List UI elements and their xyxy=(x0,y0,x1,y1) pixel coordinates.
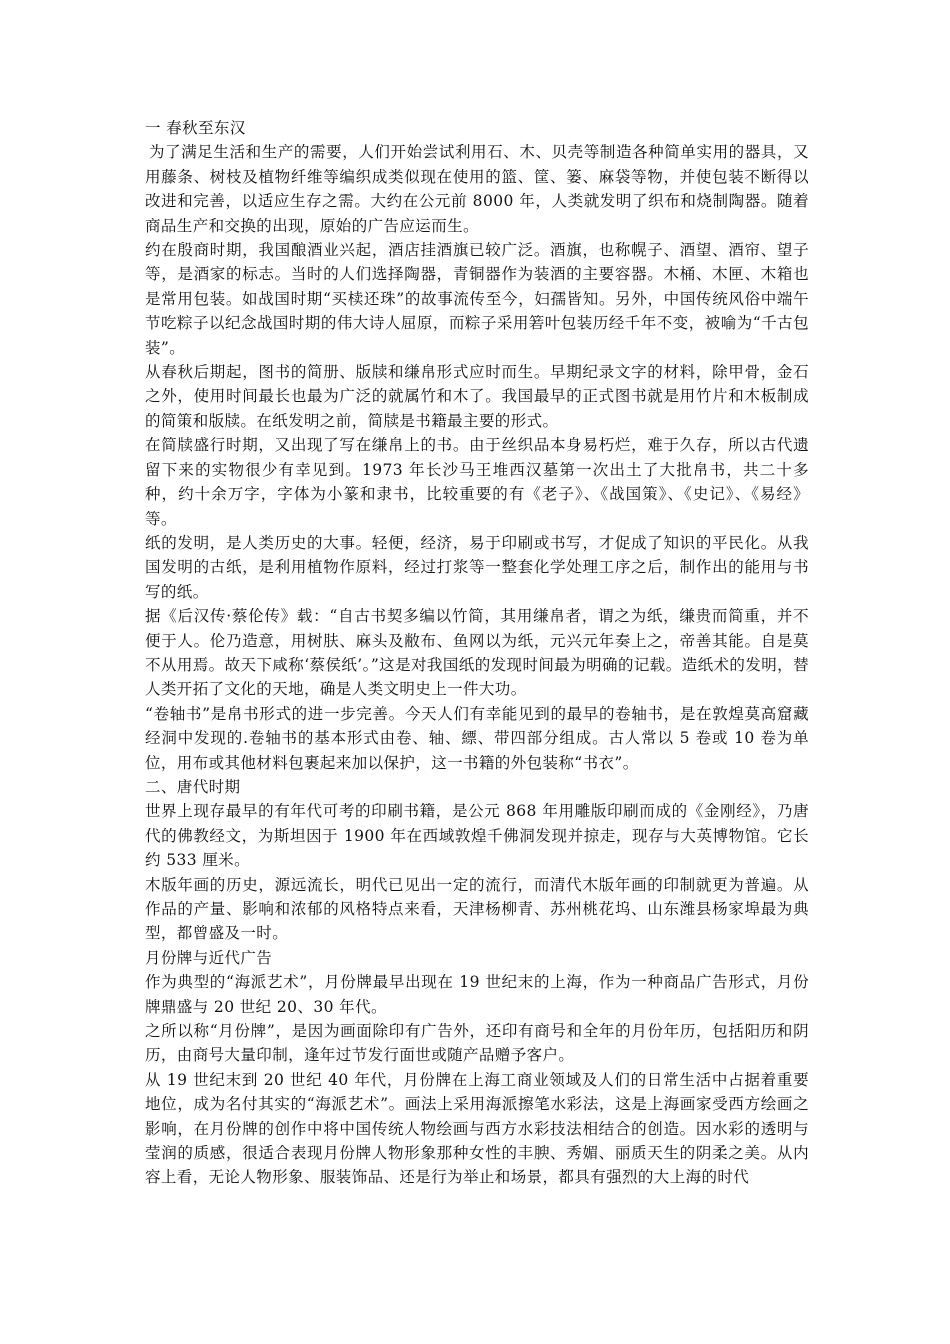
paragraph-diamond-sutra: 世界上现存最早的有年代可考的印刷书籍，是公元 868 年用雕版印刷而成的《金刚经》，乃唐代的佛教经文，为斯坦因于 1900 年在西域敦煌千佛洞发现并掠走，现存与大英博物馆。它长约 533 厘米。 xyxy=(145,802,809,870)
paragraph-woodblock-prints: 木版年画的历史，源远流长，明代已见出一定的流行，而清代木版年画的印制就更为普遍。从作品的产量、影响和浓郁的风格特点来看，天津杨柳青、苏州桃花坞、山东潍县杨家埠最为典型，都曾盛及一时。 xyxy=(145,875,809,943)
paragraph-early-tools: 为了满足生活和生产的需要，人们开始尝试利用石、木、贝壳等制造各种简单实用的器具，又用藤条、树枝及植物纤维等编织成类似现在使用的篮、筐、篓、麻袋等物，并使包装不断得以改进和完善，以适应生存之需。大约在公元前 8000 年，人类就发明了织布和烧制陶器。随着商品生产和交换的出现，原始的广告应运而生。 xyxy=(145,143,809,235)
paragraph-shang-wine: 约在殷商时期，我国酿酒业兴起，酒店挂酒旗已较广泛。酒旗，也称幌子、酒望、酒帘、望子等，是酒家的标志。当时的人们选择陶器，青铜器作为装酒的主要容器。木桶、木匣、木箱也是常用包装。如战国时期“买椟还珠”的故事流传至今，妇孺皆知。另外，中国传统风俗中端午节吃粽子以纪念战国时期的伟大诗人屈原，而粽子采用箬叶包装历经千年不变，被喻为“千古包装”。 xyxy=(145,241,809,357)
section-heading-calendar-posters: 月份牌与近代广告 xyxy=(145,948,273,967)
section-heading-spring-autumn: 一 春秋至东汉 xyxy=(145,119,246,137)
paragraph-calendar-style: 从 19 世纪末到 20 世纪 40 年代，月份牌在上海工商业领域及人们的日常生活中占据着重要地位，成为名付其实的“海派艺术”。画法上采用海派擦笔水彩法，这是上海画家受西方绘画之影响，在月份牌的创作中将中国传统人物绘画与西方水彩技法相结合的创造。因水彩的透明与莹润的质感，很适合表现月份牌人物形象那种女性的丰腴、秀媚、丽质天生的阴柔之美。从内容上看，无论人物形象、服装饰品、还是行为举止和场景，都具有强烈的大上海的时代 xyxy=(145,1070,809,1187)
paragraph-cai-lun: 据《后汉传·蔡伦传》载：“自古书契多编以竹简，其用缣帛者，谓之为纸，缣贵而简重，并不便于人。伦乃造意，用树肤、麻头及敝布、鱼网以为纸，元兴元年奏上之，帝善其能。自是莫不从用焉。故天下咸称‘蔡侯纸’。”这是对我国纸的发现时间最为明确的记载。造纸术的发明，替人类开拓了文化的天地，确是人类文明史上一件大功。 xyxy=(145,607,809,699)
paragraph-haipai-art: 作为典型的“海派艺术”，月份牌最早出现在 19 世纪末的上海，作为一种商品广告形式，月份牌鼎盛与 20 世纪 20、30 年代。 xyxy=(145,973,809,1016)
paragraph-silk-books: 在简牍盛行时期，又出现了写在缣帛上的书。由于丝织品本身易朽烂，难于久存，所以古代遗留下来的实物很少有幸见到。1973 年长沙马王堆西汉墓第一次出土了大批帛书，共二十多种，约十余万字，字体为小篆和隶书，比较重要的有《老子》、《战国策》、《史记》、《易经》等。 xyxy=(145,436,809,528)
paragraph-calendar-name: 之所以称“月份牌”，是因为画面除印有广告外，还印有商号和全年的月份年历，包括阳历和阴历，由商号大量印制，逢年过节发行面世或随产品赠予客户。 xyxy=(145,1022,809,1065)
document-body xyxy=(145,116,809,1190)
paragraph-bamboo-slips: 从春秋后期起，图书的简册、版牍和缣帛形式应时而生。早期纪录文字的材料，除甲骨，金石之外，使用时间最长也最为广泛的就属竹和木了。我国最早的正式图书就是用竹片和木板制成的简策和版牍。在纸发明之前，简牍是书籍最主要的形式。 xyxy=(145,363,809,430)
paragraph-paper-invention: 纸的发明，是人类历史的大事。轻便，经济，易于印刷或书写，才促成了知识的平民化。从我国发明的古纸，是利用植物作原料，经过打浆等一整套化学处理工序之后，制作出的能用与书写的纸。 xyxy=(145,533,809,601)
paragraph-scroll-books: “卷轴书”是帛书形式的进一步完善。今天人们有幸能见到的最早的卷轴书，是在敦煌莫高窟藏经洞中发现的.卷轴书的基本形式由卷、轴、縹、带四部分组成。古人常以 5 卷或 10 卷为单位，用布或其他材料包裹起来加以保护，这一书籍的外包装称“书衣”。 xyxy=(145,704,809,772)
section-heading-tang: 二、唐代时期 xyxy=(145,777,241,796)
